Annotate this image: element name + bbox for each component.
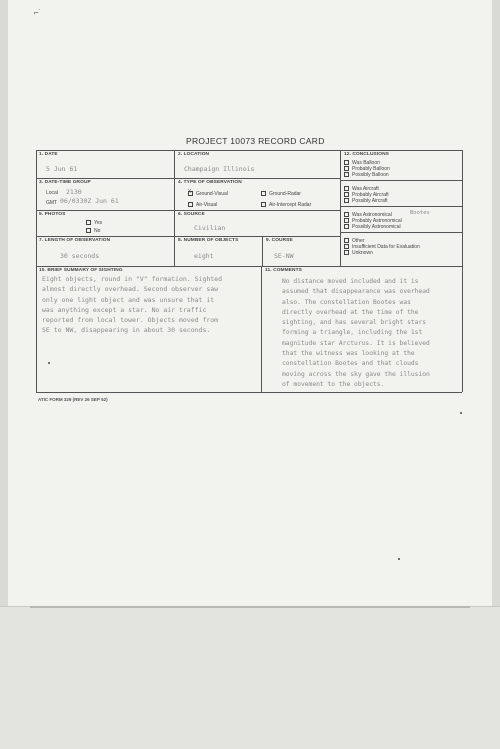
conclusion-probably-aircraft: Probably Aircraft bbox=[344, 192, 389, 198]
checkbox-icon bbox=[188, 202, 193, 207]
num-objects-value: eight bbox=[194, 252, 214, 260]
conclusion-other: Other bbox=[344, 238, 365, 244]
conclusion-was-balloon: Was Balloon bbox=[344, 160, 380, 166]
conclusion-was-aircraft: Was Aircraft bbox=[344, 186, 379, 192]
checkbox-icon bbox=[344, 160, 349, 165]
date-label: 1. DATE bbox=[39, 152, 58, 157]
num-objects-label: 8. NUMBER OF OBJECTS bbox=[178, 238, 239, 243]
checkbox-icon bbox=[86, 220, 91, 225]
conclusion-probably-balloon: Probably Balloon bbox=[344, 166, 390, 172]
conclusions-label: 12. CONCLUSIONS bbox=[344, 152, 389, 157]
speck bbox=[460, 412, 462, 414]
conclusion-was-astronomical: Was Astronomical bbox=[344, 212, 392, 218]
dtg-label: 3. DATE-TIME GROUP bbox=[39, 180, 91, 185]
course-value: SE-NW bbox=[274, 252, 294, 260]
checkbox-icon bbox=[344, 224, 349, 229]
photos-label: 5. PHOTOS bbox=[39, 212, 66, 217]
comments-label: 11. COMMENTS bbox=[265, 268, 302, 273]
length-value: 30 seconds bbox=[60, 252, 100, 260]
corner-mark: ⌐˙ bbox=[34, 8, 42, 17]
checkbox-checked-icon: X bbox=[188, 189, 192, 196]
type-air-intercept: Air-Intercept Radar bbox=[261, 202, 311, 208]
checkbox-icon bbox=[344, 244, 349, 249]
checkbox-icon bbox=[344, 198, 349, 203]
type-ground-radar: Ground-Radar bbox=[261, 191, 301, 197]
course-label: 9. COURSE bbox=[266, 238, 293, 243]
conclusion-possibly-aircraft: Possibly Aircraft bbox=[344, 198, 388, 204]
checkbox-icon bbox=[344, 166, 349, 171]
checkbox-icon bbox=[344, 172, 349, 177]
source-value: Civilian bbox=[194, 224, 226, 232]
checkbox-icon bbox=[261, 191, 266, 196]
conclusion-insufficient-data: Insufficient Data for Evaluation bbox=[344, 244, 420, 250]
dtg-gmt-value: 06/0330Z Jun 61 bbox=[60, 197, 119, 205]
type-ground-visual: X Ground-Visual bbox=[188, 189, 228, 197]
conclusion-probably-astronomical: Probably Astronomical bbox=[344, 218, 402, 224]
photos-no: No bbox=[86, 228, 100, 234]
conclusion-possibly-astronomical: Possibly Astronomical bbox=[344, 224, 401, 230]
conclusion-possibly-balloon: Possibly Balloon bbox=[344, 172, 389, 178]
type-obs-label: 4. TYPE OF OBSERVATION bbox=[178, 180, 242, 185]
record-card-grid bbox=[36, 150, 462, 392]
location-label: 2. LOCATION bbox=[178, 152, 210, 157]
checkbox-icon bbox=[344, 186, 349, 191]
source-label: 6. SOURCE bbox=[178, 212, 205, 217]
length-label: 7. LENGTH OF OBSERVATION bbox=[39, 238, 111, 243]
checkbox-icon bbox=[344, 212, 349, 217]
date-value: 5 Jun 61 bbox=[46, 165, 78, 173]
location-value: Champaign Illinois bbox=[184, 165, 255, 173]
type-air-visual: Air-Visual bbox=[188, 202, 217, 208]
checkbox-icon bbox=[86, 228, 91, 233]
scan-margin bbox=[0, 606, 500, 749]
checkbox-icon bbox=[344, 192, 349, 197]
astro-note: Bootes bbox=[410, 210, 430, 216]
checkbox-icon bbox=[344, 250, 349, 255]
dtg-gmt-label: GMT bbox=[46, 200, 58, 206]
summary-label: 10. BRIEF SUMMARY OF SIGHTING bbox=[39, 268, 123, 273]
form-footer: ATIC FORM 329 (REV 26 SEP 52) bbox=[38, 397, 108, 402]
dtg-local-label: Local bbox=[46, 190, 58, 196]
summary-text: Eight objects, round in "V" formation. Sighted almost directly overhead. Second observer saw only one light object and was unsure that it was anything except a star. No air traffic reported from local tower. Objects moved from SE to NW, disappearing in about 30 seconds. bbox=[42, 275, 223, 335]
comments-text: No distance moved included and it is assumed that disappearance was overhead also. The constellation Bootes was directly overhead at the time of the sighting, and has several bright stars forming a triangle, including the 1st magnitude star Arcturus. It is believed that the witness was looking at the constellation Bootes and that clouds moving across the sky gave the illusion of movement to the objects. bbox=[282, 278, 430, 388]
dtg-local-value: 2130 bbox=[66, 188, 82, 196]
checkbox-icon bbox=[344, 238, 349, 243]
speck bbox=[398, 558, 400, 560]
checkbox-icon bbox=[344, 218, 349, 223]
conclusion-unknown: Unknown bbox=[344, 250, 373, 256]
photos-yes: Yes bbox=[86, 220, 102, 226]
scan-edge-line bbox=[30, 606, 470, 608]
checkbox-icon bbox=[261, 202, 266, 207]
card-title: PROJECT 10073 RECORD CARD bbox=[186, 136, 325, 146]
